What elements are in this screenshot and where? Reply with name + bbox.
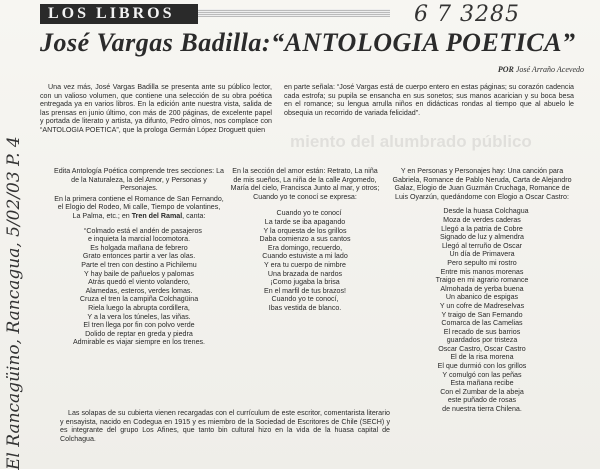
personajes-paragraph: Y en Personas y Personajes hay: Una canción para Gabriela, Romance de Pablo Neruda, Carta de Alejandro Galaz, Elogio de Juan Guzmán Cruchaga, Romance de Luis Oyarzún, quedándome con Elogio a Oscar Castro: xyxy=(392,167,572,201)
bleed-through-text: miento del alumbrado público xyxy=(290,132,532,151)
love-section-paragraph: En la sección del amor están: Retrato, La niña de mis sueños, La niña de la calle Argomedo, María del cielo, Francisca Junto al mar, y otros; Cuando yo te conocí se expresa: xyxy=(230,167,380,201)
column-amor xyxy=(230,167,380,315)
byline-author: José Arraño Acevedo xyxy=(515,65,584,74)
poem-cuando-yo-te-conoci: Cuando yo te conocí La tarde se iba apagando Y la orquesta de los grillos Daba comienzo a sus cantos Era domingo, recuerdo, Cuando estuviste a mi lado Y era tu cuerpo de nimbre Una brazada de nardos ¡Como jugaba la brisa En el marfil de tus brazos! Cuando yo te conocí, Ibas vestida de blanco. xyxy=(259,209,351,312)
poem-title-tren: Tren del Ramal xyxy=(131,211,183,220)
closing-paragraph: Las solapas de su cubierta vienen recargadas con el currículum de este escritor, comentarista literario y ensayista, nacido en Codegua en 1915 y es miembro de la Sociedad de Escritores de Chile (SECH) y es integrante del grupo Los Afines, que tanto bin cultural hizo en la vida de la huasa capital de Colchagua. xyxy=(60,409,390,443)
headline: José Vargas Badilla:“ANTOLOGIA POETICA” xyxy=(40,28,576,57)
intro-paragraph: Una vez más, José Vargas Badilla se presenta ante su público lector, con un valioso volumen, que contiene una selección de su obra poética entregada ya en varios libros. En la edición ante nuestra vista, salida de las prensas en junio último, con más de 200 páginas, de excelente papel y portada de literato y artista, ya difunto, Pedro olmos, nos complace con “ANTOLOGIA POETICA”, que la prologa Germán López Droguett quien xyxy=(40,83,272,134)
handwritten-source-note: El Rancagüino, Rancagua, 5/02/03 P. 4 xyxy=(4,136,24,470)
handwritten-catalog-number: 6 7 3285 xyxy=(414,2,520,27)
closing-paragraph-block xyxy=(60,409,390,443)
section-header: LOS LIBROS xyxy=(40,4,198,24)
first-section-text: En la primera contiene el Romance de San Fernando, el Elogio del Rodeo, Mi calle, Tiempo de volantines, La Palma, etc.; en xyxy=(54,194,224,220)
first-section-paragraph xyxy=(54,195,224,221)
byline-prefix: POR xyxy=(497,65,516,74)
sections-paragraph: Edita Antología Poética comprende tres secciones: La de la Naturaleza, la del Amor, y Personas y Personajes. xyxy=(54,167,224,193)
byline xyxy=(498,65,584,74)
column-naturaleza xyxy=(54,167,224,349)
poem-elogio-oscar-castro: Desde la huasa Colchagua Moza de verdes caderas Llegó a la patria de Cobre Signado de luz y almendra Llegó al terruño de Oscar Un día de Primavera Pero sepulto mi rostro Entre mis manos morenas Traigo en mi agrario romance Almohada de yerba buena Un abanico de espigas Y un cofre de Madreselvas Y traigo de San Fernando Comarca de las Camelias El recado de sus barrios guardados por tristeza Oscar Castro, Oscar Castro El de la risa morena El que durmió con los grillos Y comulgó con las peñas Esta mañana recibe Con el Zumbar de la abeja este puñado de rosas de nuestra tierra Chilena. xyxy=(435,207,529,414)
intro-right-column xyxy=(284,83,574,119)
first-section-end: , canta: xyxy=(182,211,206,220)
column-personajes xyxy=(388,167,576,416)
intro-quote-paragraph: en parte señala: “José Vargas está de cuerpo entero en estas páginas; su corazón cadencia cada estrofa; su pupila se ensancha en sus sonetos; sus manos acarician y su boca besa en el romance; su lengua arrulla niños en didácticas rondas al tiempo que al abuelo le obsequia un recorrido de variada felicidad”. xyxy=(284,83,574,117)
poem-tren-del-ramal: “Colmado está el andén de pasajeros e inquieta la marcial locomotora. Es holgada mañana de febrero Grato entonces partir a ver las olas. Parte el tren con destino a Pichilemu Y hay baile de pañuelos y palomas Atrás quedó el viento volandero, Alamedas, esteros, verdes lomas. Cruza el tren la campiña Colchagüina Riela luego la abrupta cordillera, Y a la vera los túneles, las viñas. El tren llega por fin con polvo verde Dolido de reptar en greda y piedra Admirable es viajar siempre en los trenes. xyxy=(72,226,206,347)
intro-left-column xyxy=(40,83,272,137)
section-rule xyxy=(198,9,390,17)
